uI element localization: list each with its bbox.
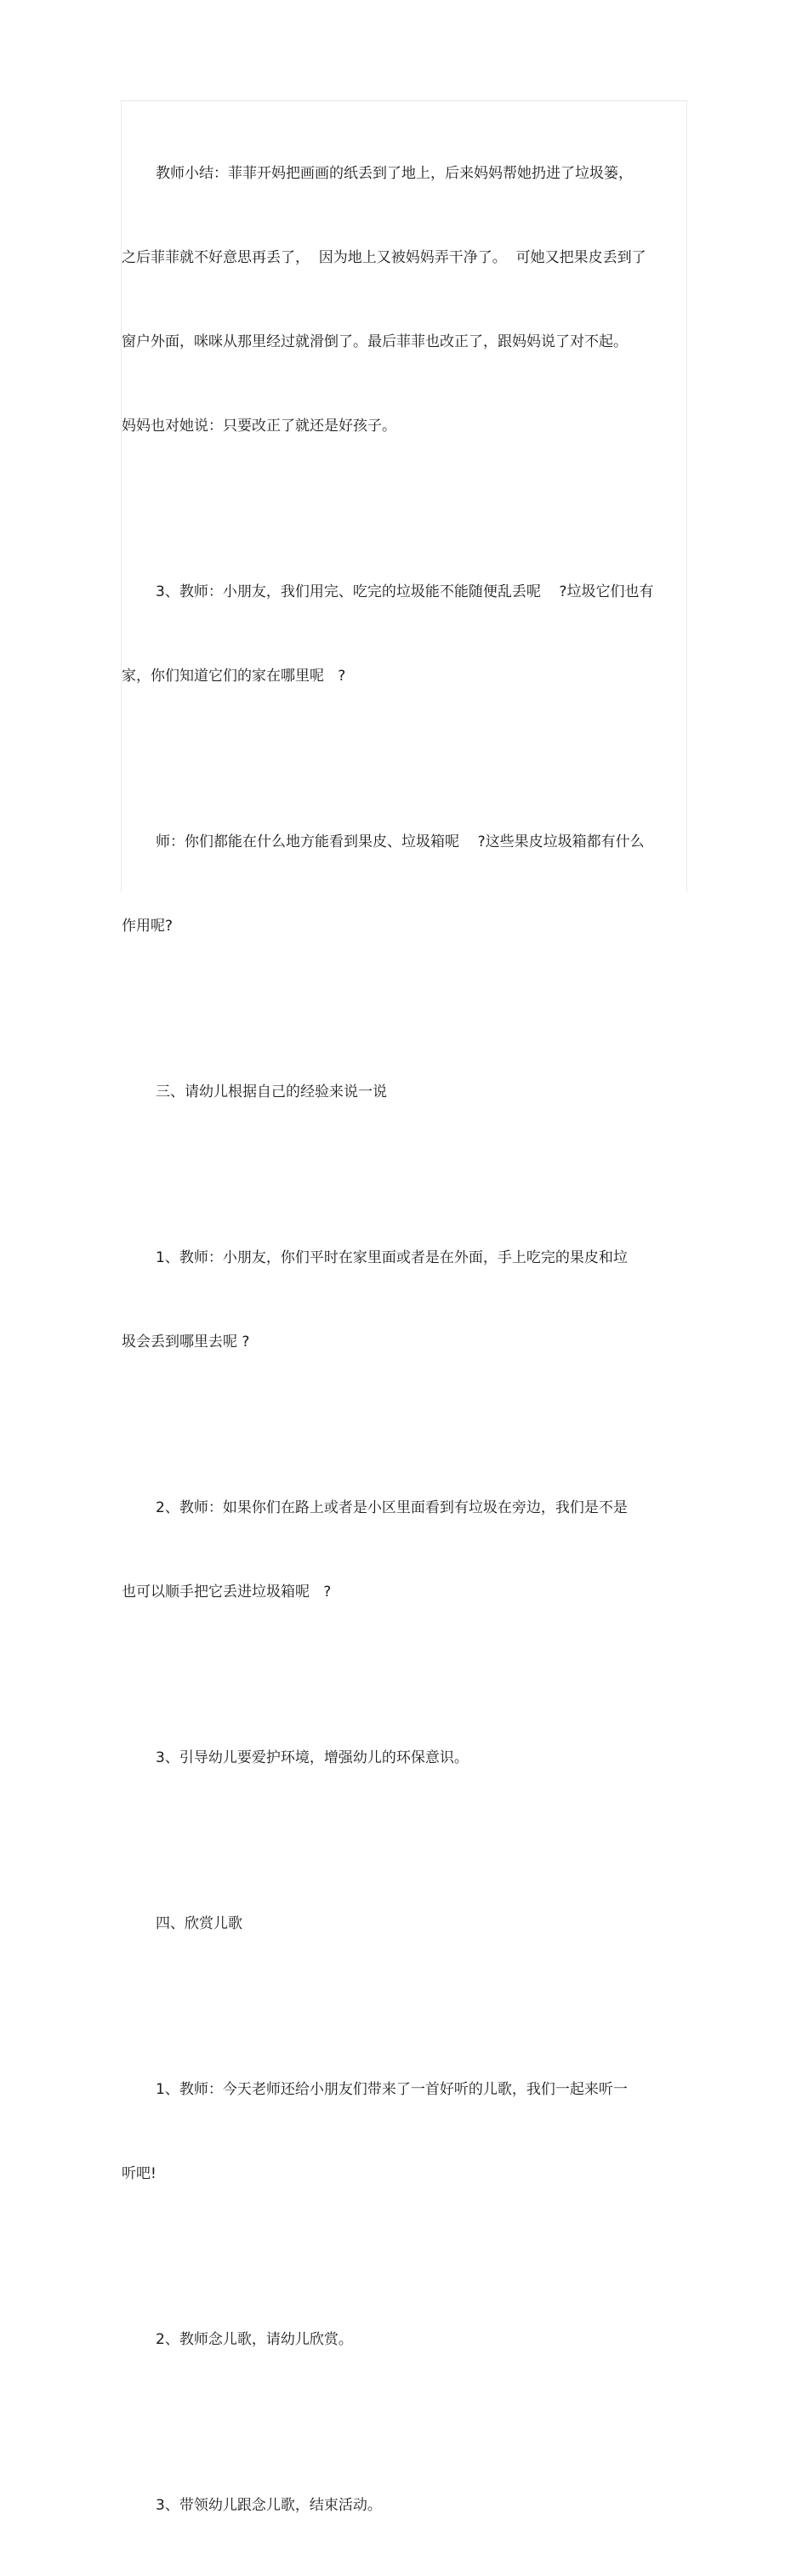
text-line: 圾会丢到哪里去呢 ? <box>122 1333 250 1351</box>
text-line: 师：你们都能在什么地方能看到果皮、垃圾箱呢 ?这些果皮垃圾箱都有什么 <box>156 833 645 850</box>
text-line: 1、教师：今天老师还给小朋友们带来了一首好听的儿歌，我们一起来听一 <box>156 2081 628 2098</box>
text-line: 2、教师：如果你们在路上或者是小区里面看到有垃圾在旁边，我们是不是 <box>156 1499 628 1516</box>
text-line: 3、引导幼儿要爱护环境，增强幼儿的环保意识。 <box>156 1749 469 1766</box>
paragraph-teacher-q3 <box>122 522 683 747</box>
paragraph-s4-item3 <box>122 2436 683 2576</box>
text-line: 3、教师：小朋友，我们用完、吃完的垃圾能不能随便乱丢呢 ?垃圾它们也有 <box>156 583 654 600</box>
text-line: 3、带领幼儿跟念儿歌，结束活动。 <box>156 2497 382 2514</box>
section-title: 四、欣赏儿歌 <box>156 1915 242 1932</box>
paragraph-s3-item3 <box>122 1688 683 1828</box>
text-line: 2、教师念儿歌，请幼儿欣赏。 <box>156 2331 353 2348</box>
paragraph-summary <box>122 104 683 497</box>
text-line: 作用呢? <box>122 918 174 935</box>
paragraph-s3-item1 <box>122 1188 683 1413</box>
text-line: 之后菲菲就不好意思再丢了， 因为地上又被妈妈弄干净了。 可她又把果皮丢到了 <box>122 249 646 266</box>
text-line: 也可以顺手把它丢进垃圾箱呢 ? <box>122 1584 332 1601</box>
paragraph-s3-item2 <box>122 1438 683 1663</box>
document-body <box>122 104 683 2576</box>
section-heading-3 <box>122 1022 683 1163</box>
text-line: 妈妈也对她说：只要改正了就还是好孩子。 <box>122 418 396 435</box>
section-title: 三、请幼儿根据自己的经验来说一说 <box>156 1083 387 1100</box>
section-heading-4 <box>122 1854 683 1994</box>
paragraph-s4-item1 <box>122 2020 683 2244</box>
text-line: 听吧! <box>122 2165 156 2182</box>
text-line: 家，你们知道它们的家在哪里呢 ? <box>122 668 346 685</box>
text-line: 窗户外面，咪咪从那里经过就滑倒了。最后菲菲也改正了，跟妈妈说了对不起。 <box>122 333 628 350</box>
paragraph-s4-item2 <box>122 2270 683 2410</box>
paragraph-teacher-where <box>122 772 683 997</box>
text-line: 教师小结：菲菲开妈把画画的纸丢到了地上，后来妈妈帮她扔进了垃圾篓， <box>156 165 633 182</box>
text-line: 1、教师：小朋友，你们平时在家里面或者是在外面，手上吃完的果皮和垃 <box>156 1249 628 1266</box>
